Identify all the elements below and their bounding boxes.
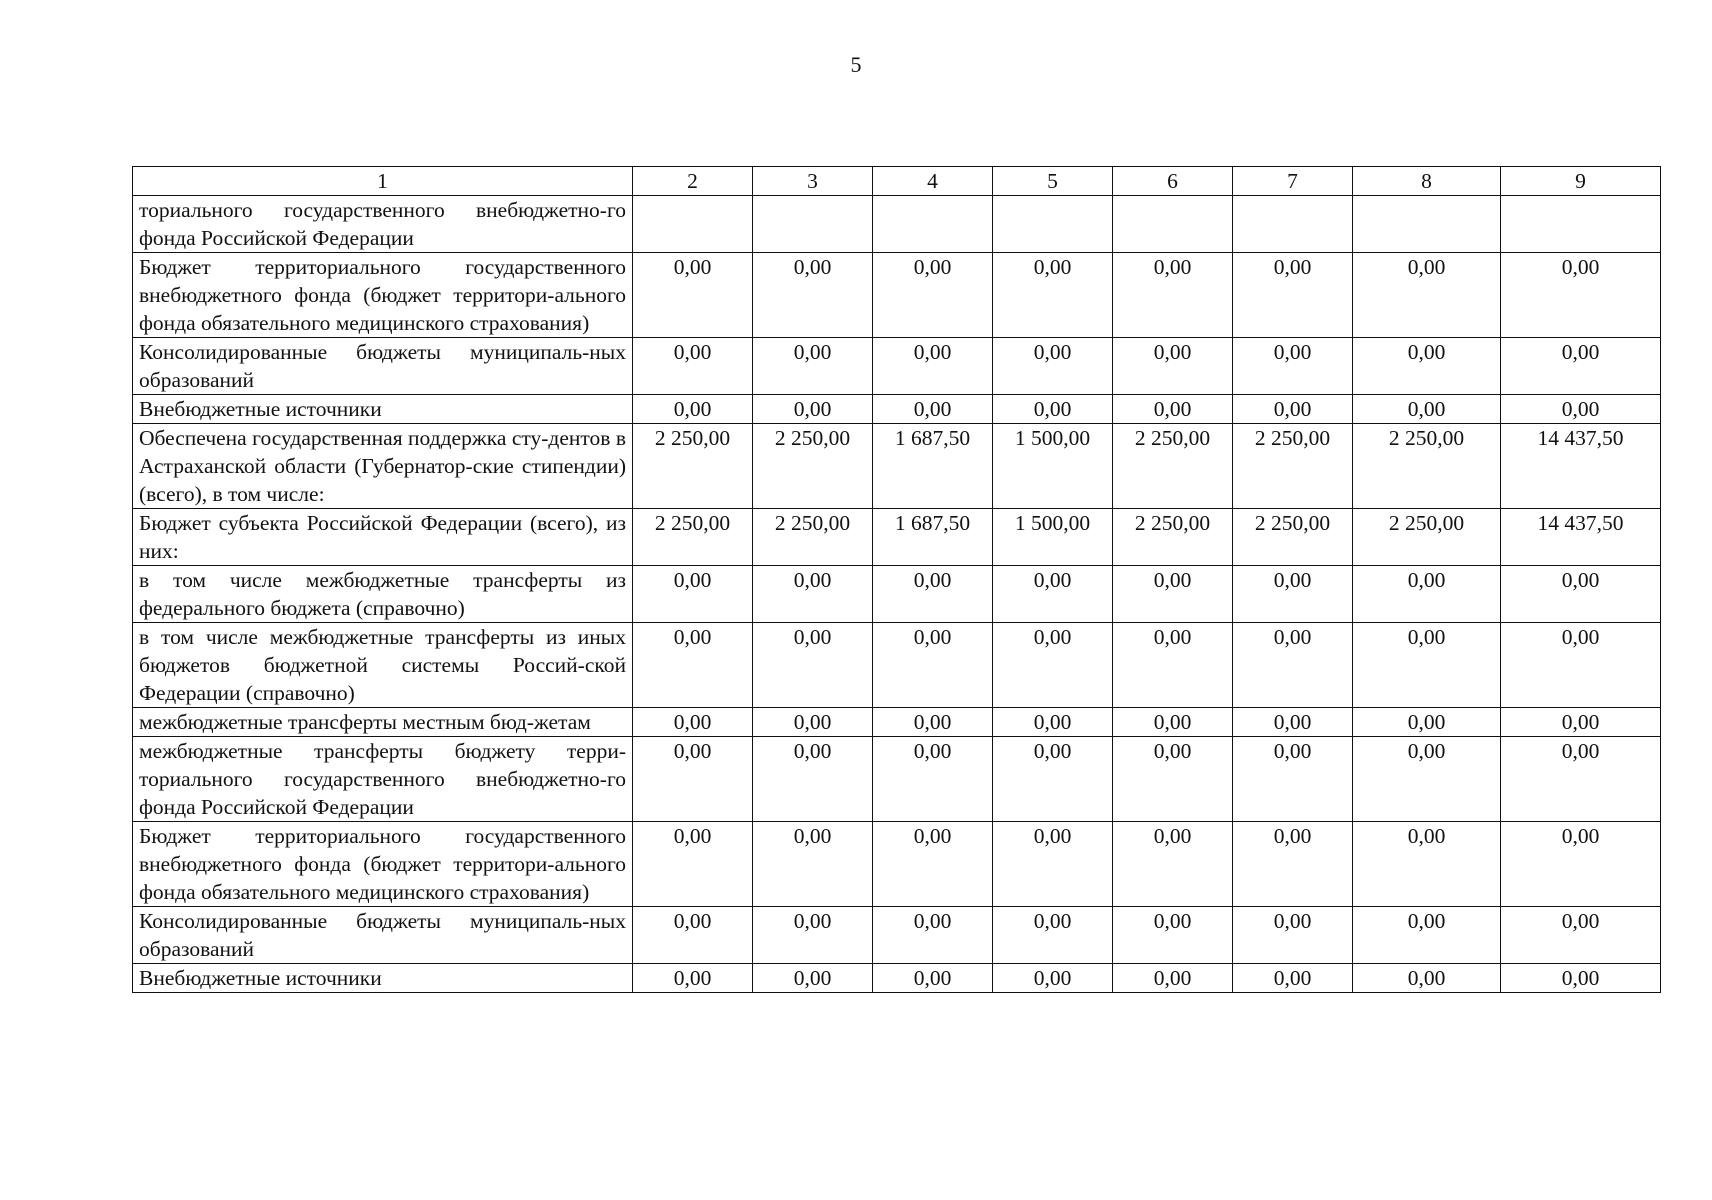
value-cell: 0,00: [873, 566, 993, 623]
value-cell: 0,00: [633, 907, 753, 964]
value-cell: 0,00: [1353, 623, 1501, 708]
table-row: [133, 566, 1661, 623]
value-cell: 0,00: [1353, 338, 1501, 395]
column-header: 3: [753, 167, 873, 196]
value-cell: 2 250,00: [633, 509, 753, 566]
value-cell: 0,00: [633, 566, 753, 623]
value-cell: [1113, 196, 1233, 253]
value-cell: 1 687,50: [873, 424, 993, 509]
row-label: Бюджет территориального государственного внебюджетного фонда (бюджет территори-ального фонда обязательного медицинского страхования): [133, 822, 633, 907]
value-cell: 0,00: [1233, 253, 1353, 338]
value-cell: [1501, 196, 1661, 253]
value-cell: 2 250,00: [1353, 424, 1501, 509]
value-cell: 0,00: [1353, 964, 1501, 993]
row-label: Бюджет территориального государственного внебюджетного фонда (бюджет территори-ального фонда обязательного медицинского страхования): [133, 253, 633, 338]
value-cell: 0,00: [993, 822, 1113, 907]
table-row: [133, 338, 1661, 395]
value-cell: 0,00: [993, 566, 1113, 623]
value-cell: 0,00: [1353, 566, 1501, 623]
value-cell: 1 687,50: [873, 509, 993, 566]
value-cell: 0,00: [1113, 907, 1233, 964]
value-cell: 0,00: [753, 395, 873, 424]
value-cell: 0,00: [1501, 623, 1661, 708]
value-cell: 0,00: [1353, 907, 1501, 964]
value-cell: 0,00: [633, 964, 753, 993]
value-cell: 0,00: [1353, 253, 1501, 338]
value-cell: 0,00: [993, 338, 1113, 395]
table-row: [133, 196, 1661, 253]
row-label: Внебюджетные источники: [133, 964, 633, 993]
table-row: [133, 708, 1661, 737]
value-cell: 0,00: [1501, 907, 1661, 964]
value-cell: 0,00: [993, 737, 1113, 822]
table-row: [133, 907, 1661, 964]
value-cell: 0,00: [993, 253, 1113, 338]
value-cell: 0,00: [1353, 708, 1501, 737]
row-label: ториального государственного внебюджетно-го фонда Российской Федерации: [133, 196, 633, 253]
value-cell: 0,00: [993, 623, 1113, 708]
value-cell: 0,00: [633, 395, 753, 424]
value-cell: 0,00: [993, 708, 1113, 737]
value-cell: 0,00: [1501, 338, 1661, 395]
column-header: 4: [873, 167, 993, 196]
value-cell: 2 250,00: [633, 424, 753, 509]
value-cell: 0,00: [873, 338, 993, 395]
column-header: 1: [133, 167, 633, 196]
value-cell: 0,00: [993, 907, 1113, 964]
value-cell: 0,00: [1113, 566, 1233, 623]
value-cell: 0,00: [873, 822, 993, 907]
value-cell: 0,00: [1233, 623, 1353, 708]
value-cell: 0,00: [1501, 566, 1661, 623]
column-header: 7: [1233, 167, 1353, 196]
table-body: [133, 196, 1661, 993]
value-cell: 1 500,00: [993, 424, 1113, 509]
column-header: 6: [1113, 167, 1233, 196]
value-cell: 0,00: [1233, 708, 1353, 737]
value-cell: 0,00: [1501, 737, 1661, 822]
value-cell: 0,00: [1501, 964, 1661, 993]
value-cell: 0,00: [873, 907, 993, 964]
value-cell: 0,00: [753, 737, 873, 822]
value-cell: 1 500,00: [993, 509, 1113, 566]
value-cell: [633, 196, 753, 253]
value-cell: 14 437,50: [1501, 424, 1661, 509]
table-row: [133, 253, 1661, 338]
row-label: Бюджет субъекта Российской Федерации (всего), из них:: [133, 509, 633, 566]
value-cell: 0,00: [1233, 822, 1353, 907]
table-row: [133, 395, 1661, 424]
value-cell: 0,00: [1501, 253, 1661, 338]
value-cell: 0,00: [1113, 338, 1233, 395]
value-cell: 0,00: [633, 253, 753, 338]
value-cell: 0,00: [873, 253, 993, 338]
row-label: Внебюджетные источники: [133, 395, 633, 424]
row-label: межбюджетные трансферты местным бюд-жетам: [133, 708, 633, 737]
value-cell: [1233, 196, 1353, 253]
row-label: Консолидированные бюджеты муниципаль-ных образований: [133, 907, 633, 964]
value-cell: 0,00: [753, 822, 873, 907]
column-header: 8: [1353, 167, 1501, 196]
value-cell: 0,00: [753, 566, 873, 623]
table-row: [133, 623, 1661, 708]
value-cell: 0,00: [993, 395, 1113, 424]
value-cell: 0,00: [1233, 964, 1353, 993]
value-cell: [993, 196, 1113, 253]
value-cell: 2 250,00: [753, 424, 873, 509]
value-cell: 0,00: [1233, 907, 1353, 964]
row-label: в том числе межбюджетные трансферты из иных бюджетов бюджетной системы Россий-ской Федерации (справочно): [133, 623, 633, 708]
value-cell: 0,00: [873, 395, 993, 424]
column-header: 5: [993, 167, 1113, 196]
table-row: [133, 509, 1661, 566]
value-cell: 0,00: [753, 623, 873, 708]
value-cell: 0,00: [1113, 395, 1233, 424]
table-row: [133, 822, 1661, 907]
value-cell: 0,00: [633, 708, 753, 737]
value-cell: 0,00: [753, 338, 873, 395]
budget-table: [132, 166, 1661, 993]
value-cell: 0,00: [1113, 822, 1233, 907]
value-cell: 0,00: [633, 822, 753, 907]
value-cell: 0,00: [633, 623, 753, 708]
column-header: 2: [633, 167, 753, 196]
value-cell: 0,00: [1233, 566, 1353, 623]
value-cell: 0,00: [753, 253, 873, 338]
value-cell: 0,00: [1353, 737, 1501, 822]
value-cell: 0,00: [1501, 395, 1661, 424]
value-cell: 0,00: [873, 623, 993, 708]
value-cell: 0,00: [1113, 737, 1233, 822]
value-cell: [753, 196, 873, 253]
page-number: 5: [850, 52, 862, 77]
column-header: 9: [1501, 167, 1661, 196]
value-cell: 0,00: [993, 964, 1113, 993]
table-row: [133, 424, 1661, 509]
value-cell: 0,00: [633, 737, 753, 822]
value-cell: 0,00: [1113, 708, 1233, 737]
row-label: Консолидированные бюджеты муниципаль-ных образований: [133, 338, 633, 395]
value-cell: [873, 196, 993, 253]
value-cell: 0,00: [1113, 964, 1233, 993]
value-cell: 2 250,00: [1113, 424, 1233, 509]
value-cell: 0,00: [1501, 708, 1661, 737]
value-cell: 0,00: [1113, 253, 1233, 338]
value-cell: 0,00: [1233, 737, 1353, 822]
value-cell: 2 250,00: [1233, 424, 1353, 509]
value-cell: 0,00: [633, 338, 753, 395]
value-cell: 0,00: [873, 708, 993, 737]
value-cell: 0,00: [1233, 338, 1353, 395]
value-cell: 0,00: [1353, 822, 1501, 907]
value-cell: 0,00: [753, 964, 873, 993]
row-label: в том числе межбюджетные трансферты из федерального бюджета (справочно): [133, 566, 633, 623]
value-cell: 2 250,00: [1113, 509, 1233, 566]
value-cell: 0,00: [1113, 623, 1233, 708]
value-cell: 2 250,00: [1353, 509, 1501, 566]
row-label: Обеспечена государственная поддержка сту-дентов в Астраханской области (Губернатор-ские стипендии) (всего), в том числе:: [133, 424, 633, 509]
value-cell: 0,00: [753, 708, 873, 737]
value-cell: 0,00: [1501, 822, 1661, 907]
header-row: [133, 167, 1661, 196]
value-cell: 0,00: [873, 964, 993, 993]
value-cell: 0,00: [873, 737, 993, 822]
value-cell: 2 250,00: [1233, 509, 1353, 566]
value-cell: 14 437,50: [1501, 509, 1661, 566]
value-cell: 0,00: [753, 907, 873, 964]
value-cell: 2 250,00: [753, 509, 873, 566]
value-cell: 0,00: [1353, 395, 1501, 424]
table-row: [133, 737, 1661, 822]
row-label: межбюджетные трансферты бюджету терри-ториального государственного внебюджетно-го фонда Российской Федерации: [133, 737, 633, 822]
value-cell: [1353, 196, 1501, 253]
table-row: [133, 964, 1661, 993]
value-cell: 0,00: [1233, 395, 1353, 424]
